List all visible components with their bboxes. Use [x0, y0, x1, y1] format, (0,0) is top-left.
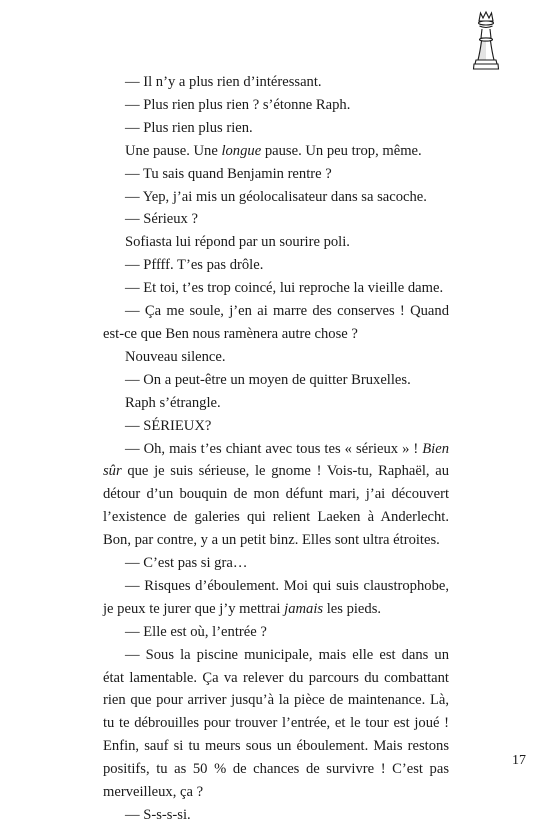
- paragraph: [103, 415, 449, 438]
- paragraph: [103, 552, 449, 575]
- paragraph: [103, 71, 449, 94]
- paragraph: [103, 392, 449, 415]
- paragraph: [103, 621, 449, 644]
- paragraph: [103, 575, 449, 621]
- paragraph: [103, 163, 449, 186]
- text-run: — Et toi, t’es trop coincé, lui reproche la vieille dame.: [125, 280, 444, 297]
- text-run: — Oh, mais t’es chiant avec tous tes « sérieux » !: [125, 440, 423, 457]
- text-run: Sofiasta lui répond par un sourire poli.: [125, 234, 350, 251]
- text-run: — Plus rien plus rien.: [125, 119, 253, 136]
- italic-text: longue: [221, 142, 262, 159]
- text-run: — SÉRIEUX?: [125, 417, 212, 434]
- paragraph: [103, 117, 449, 140]
- body-text: [103, 71, 449, 827]
- paragraph: [103, 186, 449, 209]
- text-run: — C’est pas si gra…: [125, 555, 248, 572]
- text-run: les pieds.: [323, 600, 382, 617]
- text-run: — Pffff. T’es pas drôle.: [125, 257, 264, 274]
- paragraph: [103, 300, 449, 346]
- paragraph: [103, 208, 449, 231]
- paragraph: [103, 644, 449, 804]
- text-run: — S-s-s-si.: [125, 807, 191, 823]
- chess-queen-icon: [471, 8, 501, 74]
- text-run: Nouveau silence.: [125, 348, 226, 365]
- paragraph: [103, 277, 449, 300]
- paragraph: [103, 804, 449, 827]
- text-run: — Il n’y a plus rien d’intéressant.: [125, 74, 322, 90]
- paragraph: [103, 369, 449, 392]
- italic-text: Bien sûr: [103, 440, 449, 480]
- text-run: — Sous la piscine municipale, mais elle est dans un état lamentable. Ça va relever du parcours du combattant rien que pour arriver jusqu’à la pièce de maintenance. Là, tu te débrouilles pour trouver l’entrée, et le tour est joué ! Enfin, sauf si tu meurs sous un éboulement. Mais restons positifs, tu as 50 % de chances de survivre ! C’est pas merveilleux, ça ?: [103, 646, 449, 801]
- text-run: — Plus rien plus rien ? s’étonne Raph.: [125, 96, 351, 113]
- text-run: — Elle est où, l’entrée ?: [125, 623, 267, 640]
- paragraph: [103, 231, 449, 254]
- text-run: — Tu sais quand Benjamin rentre ?: [125, 165, 332, 182]
- paragraph: [103, 94, 449, 117]
- text-run: Une pause. Une: [125, 142, 222, 159]
- text-run: — Sérieux ?: [125, 211, 198, 228]
- paragraph: [103, 438, 449, 553]
- page-number: 17: [512, 753, 526, 768]
- paragraph: [103, 254, 449, 277]
- text-run: — Yep, j’ai mis un géolocalisateur dans sa sacoche.: [125, 188, 427, 205]
- text-run: pause. Un peu trop, même.: [261, 142, 422, 159]
- text-run: Raph s’étrangle.: [125, 394, 221, 411]
- text-run: — Ça me soule, j’en ai marre des conserves ! Quand est-ce que Ben nous ramènera autre chose ?: [103, 303, 449, 342]
- text-run: que je suis sérieuse, le gnome ! Vois-tu, Raphaël, au détour d’un bouquin de mon défunt mari, j’ai découvert l’existence de galeries qui relient Laeken à Anderlecht. Bon, par contre, y a un petit binz. Elles sont ultra étroites.: [103, 463, 449, 549]
- text-run: — On a peut-être un moyen de quitter Bruxelles.: [125, 371, 411, 388]
- text-run: — Risques d’éboulement. Moi qui suis claustrophobe, je peux te jurer que j’y mettrai: [103, 577, 449, 617]
- paragraph: [103, 140, 449, 163]
- italic-text: jamais: [284, 600, 324, 617]
- paragraph: [103, 346, 449, 369]
